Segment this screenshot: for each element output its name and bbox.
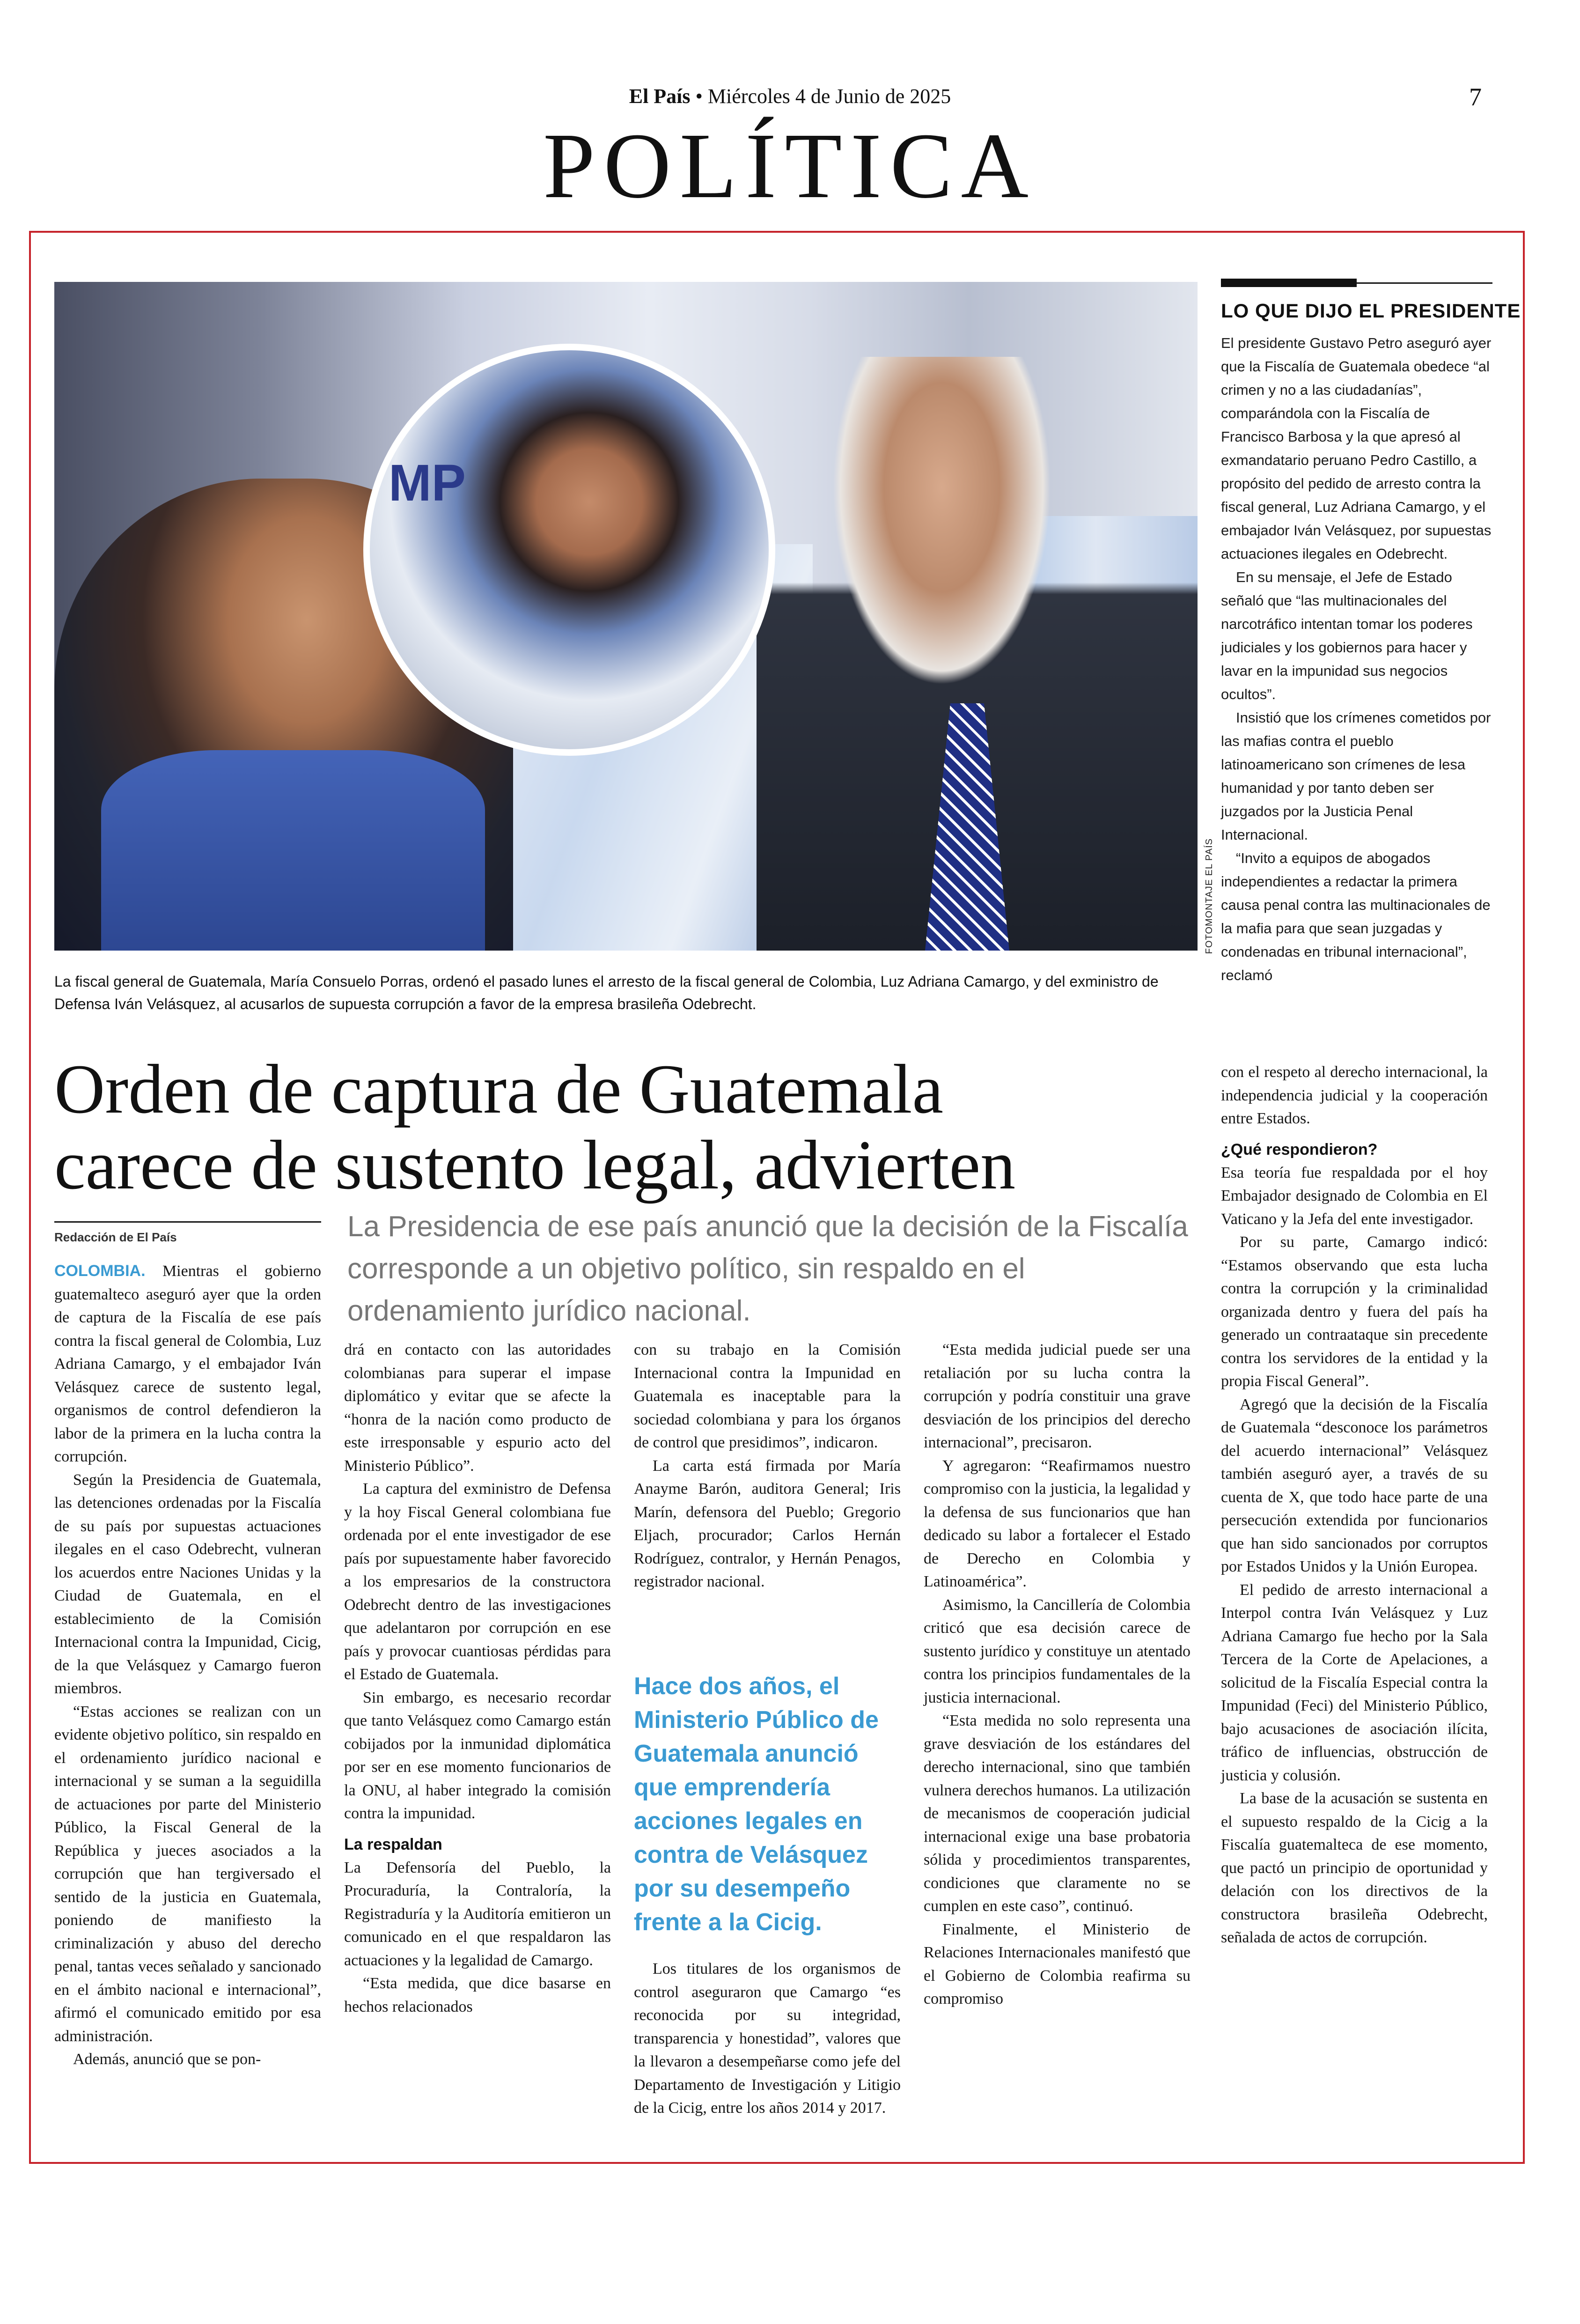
paragraph: “Estas acciones se realizan con un evidente objetivo político, sin respaldo en el ordenamiento jurídico nacional e internacional y se suman a la seguidilla de actuaciones por parte del Ministerio Público, la Fiscal General de la República y jueces asociados a la corrupción que han tergiversado el sentido de la justicia en Guatemala, poniendo de manifiesto la criminalización y abuso del derecho penal, tantas veces señalado y sancionado en el ámbito nacional e internacional”, afirmó el comunicado emitido por esa administración. <box>54 1703 321 2045</box>
paragraph: con su trabajo en la Comisión Internacional contra la Impunidad en Guatemala es inaceptable para la sociedad colombiana y para los órganos de control que presidimos”, indicaron. <box>634 1341 901 1451</box>
byline: Redacción de El País <box>54 1221 321 1245</box>
sidebar-paragraph: En su mensaje, el Jefe de Estado señaló que “las multinacionales del narcotráfico intentan tomar los poderes judiciales y los gobiernos para hacer y lavar en la impunidad sus negocios ocultos”. <box>1221 569 1473 702</box>
paragraph: Además, anunció que se pon- <box>73 2051 261 2068</box>
photo-credit: FOTOMONTAJE EL PAÍS <box>1204 838 1214 954</box>
paragraph: La carta está firmada por María Anayme Barón, auditora General; Iris Marín, defensora del Pueblo; Gregorio Eljach, procurador; Carlos Hernán Rodríguez, contralor, y Hernán Penagos, registrador nacional. <box>634 1457 901 1590</box>
paragraph: drá en contacto con las autoridades colombianas para superar el impase diplomático y evitar que se afecte la “honra de la nación como producto de este irresponsable y espurio acto del Ministerio Público”. <box>344 1341 611 1475</box>
paragraph: “Esta medida judicial puede ser una retaliación por su lucha contra la corrupción y podría constituir una grave desviación de los principios del derecho internacional”, precisaron. <box>924 1341 1191 1451</box>
backdrop-logo-text: MP <box>389 454 466 512</box>
column-4 <box>924 1338 1191 2011</box>
newspaper-name: El País <box>629 85 691 108</box>
sidebar-paragraph: “Invito a equipos de abogados independientes a redactar la primera causa penal contra las multinacionales de la mafia para que sean juzgadas y condenadas en tribunal internacional”, reclamó <box>1221 850 1491 983</box>
paragraph: Y agregaron: “Reafirmamos nuestro compromiso con la justicia, la legalidad y la defensa de sus funcionarios que han dedicado su labor a fortalecer el Estado de Derecho en Colombia y Latinoamérica”. <box>924 1457 1191 1590</box>
issue-date: Miércoles 4 de Junio de 2025 <box>707 85 951 108</box>
paragraph: con el respeto al derecho internacional, la independencia judicial y la cooperación entre Estados. <box>1221 1063 1488 1127</box>
deck: La Presidencia de ese país anunció que la decisión de la Fiscalía corresponde a un objetivo político, sin respaldo en el ordenamiento jurídico nacional. <box>347 1210 1188 1327</box>
paragraph: Los titulares de los organismos de control aseguraron que Camargo “es reconocida por su integridad, transparencia y honestidad”, valores que la llevaron a desempeñarse como jefe del Departamento de Investigación y Litigio de la Cicig, entre los años 2014 y 2017. <box>634 1960 901 2117</box>
sidebar-bar <box>1221 279 1357 287</box>
pull-quote: Hace dos años, el Ministerio Público de Guatemala anunció que emprendería acciones legales en contra de Velásquez por su desempeño frente a la Cicig. <box>634 1673 879 1936</box>
paragraph: La base de la acusación se sustenta en el supuesto respaldo de la Cicig a la Fiscalía guatemalteca de ese momento, que pactó un principio de oportunidad y delación con los directivos de la constructora brasileña Odebrecht, señalada de actos de corrupción. <box>1221 1790 1488 1946</box>
dateline: COLOMBIA. <box>54 1262 146 1280</box>
paragraph: Esa teoría fue respaldada por el hoy Embajador designado de Colombia en El Vaticano y la Jefa del ente investigador. <box>1221 1164 1488 1228</box>
subheading: La respaldan <box>344 1835 442 1853</box>
paragraph: COLOMBIA. Mientras el gobierno guatemalteco aseguró ayer que la orden de captura de la Fiscalía de ese país contra la fiscal general de Colombia, Luz Adriana Camargo, y el embajador Iván Velásquez carece de sustento legal, organismos de control defendieron la labor de la primera en la lucha contra la corrupción. <box>54 1262 322 1465</box>
sidebar-title: LO QUE DIJO EL PRESIDENTE <box>1221 300 1521 322</box>
paragraph: “Esta medida no solo representa una grave desviación de los estándares del derecho internacional, sino que también vulnera derechos humanos. La utilización de mecanismos de cooperación judicial internacional exige una base probatoria sólida y procedimientos transparentes, condiciones que claramente no se cumplen en este caso”, continuó. <box>924 1712 1191 1915</box>
masthead-line <box>0 84 1580 108</box>
headline-line-2: carece de sustento legal, advierten <box>54 1126 1016 1204</box>
paragraph: El pedido de arresto internacional a Interpol contra Iván Velásquez y Luz Adriana Camargo fue hecho por la Sala Tercera de la Corte de Apelaciones, a solicitud de la Fiscalía Especial contra la Impunidad (Feci) del Ministerio Público, bajo acusaciones de asociación ilícita, tráfico de influencias, obstrucción de justicia y colusión. <box>1221 1581 1488 1784</box>
column-2 <box>344 1338 611 2018</box>
page-number: 7 <box>1469 83 1482 111</box>
section-title: POLÍTICA <box>543 114 1037 218</box>
paragraph: La captura del exministro de Defensa y la hoy Fiscal General colombiana fue ordenada por el ente investigador de ese país por supuestamente haber favorecido a los empresarios de la constructora Odebrecht dentro de las investigaciones que adelantaron por corrupción en ese país y provocar cuantiosas pérdidas para el Estado de Guatemala. <box>344 1480 611 1683</box>
sidebar-rule <box>1357 282 1492 284</box>
portrait-porras-inset <box>363 344 775 756</box>
column-3-continued <box>634 1957 901 2120</box>
column-5 <box>1221 1061 1488 1949</box>
column-1 <box>54 1260 321 2071</box>
paragraph: Por su parte, Camargo indicó: “Estamos observando que esta lucha contra la corrupción y la criminalidad organizada dentro y fuera del país ha generado un contraataque sin precedente contra los servidores de la entidad y la propia Fiscal General”. <box>1221 1233 1488 1390</box>
sidebar-text <box>1221 332 1492 987</box>
paragraph: Según la Presidencia de Guatemala, las detenciones ordenadas por la Fiscalía de su país por supuestas actuaciones ilegales en el caso Odebrecht, vulneran los acuerdos entre Naciones Unidas y la Ciudad de Guatemala, en el establecimiento de la Comisión Internacional contra la Impunidad, Cicig, de la que Velásquez y Camargo fueron miembros. <box>54 1471 321 1697</box>
paragraph: Agregó que la decisión de la Fiscalía de Guatemala “desconoce los parámetros del acuerdo internacional” Velásquez también aseguró ayer, a través de su cuenta de X, que todo hace parte de una persecución extendida por funcionarios que han sido sancionados por corruptos por Estados Unidos y la Unión Europea. <box>1221 1395 1488 1575</box>
paragraph: “Esta medida, que dice basarse en hechos relacionados <box>344 1975 611 2015</box>
portrait-camargo-shirt <box>101 750 485 951</box>
masthead-separator: • <box>695 85 703 108</box>
photo-caption: La fiscal general de Guatemala, María Consuelo Porras, ordenó el pasado lunes el arresto de la fiscal general de Colombia, Luz Adriana Camargo, y del exministro de Defensa Iván Velásquez, al acusarlos de supuesta corrupción a favor de la empresa brasileña Odebrecht. <box>54 973 1159 1012</box>
paragraph: Finalmente, el Ministerio de Relaciones Internacionales manifestó que el Gobierno de Colombia reafirma su compromiso <box>924 1920 1191 2007</box>
headline <box>54 1051 1211 1203</box>
sidebar-paragraph: Insistió que los crímenes cometidos por las mafias contra el pueblo latinoamericano son crímenes de lesa humanidad y por tanto deben ser juzgados por la Justicia Penal Internacional. <box>1221 709 1491 843</box>
paragraph: Asimismo, la Cancillería de Colombia criticó que esa decisión carece de sustento jurídico y constituye un atentado contra los principios fundamentales de la justicia internacional. <box>924 1596 1191 1706</box>
headline-line-1: Orden de captura de Guatemala <box>54 1050 944 1128</box>
photo-collage <box>54 282 1198 951</box>
paragraph: Sin embargo, es necesario recordar que tanto Velásquez como Camargo están cobijados por la inmunidad diplomática por ser en ese momento funcionarios de la ONU, al haber integrado la comisión contra la impunidad. <box>344 1689 611 1822</box>
paragraph: La Defensoría del Pueblo, la Procuraduría, la Contraloría, la Registraduría y la Auditoría emitieron un comunicado en el que respaldaron las actuaciones y la legalidad de Camargo. <box>344 1859 611 1969</box>
column-3 <box>634 1338 901 1594</box>
sidebar-paragraph: El presidente Gustavo Petro aseguró ayer que la Fiscalía de Guatemala obedece “al crimen y no a las ciudadanías”, comparándola con la Fiscalía de Francisco Barbosa y la que apresó al exmandatario peruano Pedro Castillo, a propósito del pedido de arresto contra la fiscal general, Luz Adriana Camargo, y el embajador Iván Velásquez, por supuestas actuaciones ilegales en Odebrecht. <box>1221 335 1492 562</box>
subheading: ¿Qué respondieron? <box>1221 1140 1378 1158</box>
